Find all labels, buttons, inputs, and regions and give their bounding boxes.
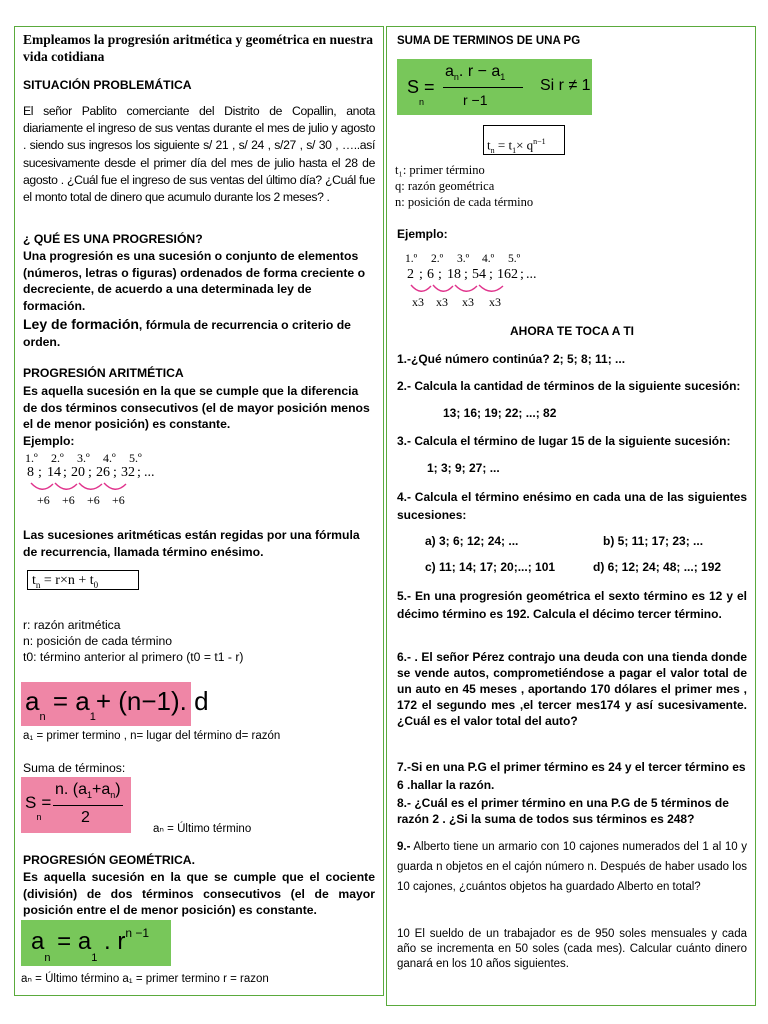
- an-pg-dot: . r: [103, 928, 126, 955]
- pa-pos-3: 3.º: [77, 451, 90, 465]
- suma-s: S: [25, 793, 37, 812]
- question-2: 2.- Calcula la cantidad de términos de la siguiente sucesión:: [397, 379, 741, 393]
- pg-step-1: x3: [412, 295, 424, 309]
- tn-lhs: t: [32, 573, 36, 588]
- pa-pos-5: 5.º: [129, 451, 142, 465]
- pg-var-t1: t₁: primer término: [395, 163, 485, 177]
- an-formula-pa: [21, 682, 209, 726]
- tn-formula: [27, 570, 139, 590]
- question-4b: b) 5; 11; 17; 23; ...: [603, 534, 704, 548]
- pa-step-3: +6: [87, 493, 100, 507]
- pg-step-2: x3: [436, 295, 448, 309]
- tpg-rhs: = t: [497, 137, 513, 153]
- tpg-lhs-sub: n: [490, 145, 495, 155]
- ley-formacion: [23, 316, 375, 350]
- an-pa-a: a: [25, 686, 40, 716]
- suma-eq: =: [41, 793, 52, 812]
- question-4d: d) 6; 12; 24; 48; ...; 192: [593, 560, 722, 574]
- an-formula-pg: [21, 920, 171, 966]
- pa-term-1: 8: [27, 465, 34, 480]
- spg-eq: =: [424, 77, 435, 97]
- question-3-seq: 1; 3; 9; 27; ...: [427, 461, 500, 475]
- question-9-text: Alberto tiene un armario con 10 cajones numerados del 1 al 10 y guarda n objetos en el cajón número n. Después de haber usado los 10 cajones, ¿cuántos objetos ha guardado Alberto en total?: [397, 841, 747, 893]
- tpg-exp: n−1: [533, 137, 546, 146]
- pg-step-4: x3: [489, 295, 501, 309]
- pg-var-q: q: razón geométrica: [395, 179, 495, 193]
- situacion-heading: SITUACIÓN PROBLEMÁTICA: [23, 78, 192, 92]
- spg-numer-subn: n: [453, 72, 459, 83]
- pa-term-3: 20: [71, 465, 85, 480]
- question-9-num: 9.-: [397, 841, 411, 853]
- question-10: 10 El sueldo de un trabajador es de 950 soles mensuales y cada año se incrementa en 50 soles (cada mes). Calcular cuánto dinero ganará en los 10 años siguientes.: [397, 928, 747, 970]
- situacion-text: El señor Pablito comerciante del Distrito de Copallin, anota diariamente el ingreso de sus ventas durante el mes de julio y agosto . siendo sus ingresos los siguiente s/ 21 , s/ 24 , s/27 , s/ 30 , …..así sucesivamente desde el primer día del mes de julio hasta el 28 de agosto . ¿Cuál fue el ingreso de sus ventas del último día? ¿Cuál fue el monto total de dinero que acumulo durante los 2 meses? .: [23, 104, 375, 205]
- pa-term-2: 14: [47, 465, 61, 480]
- pa-heading: PROGRESIÓN ARITMÉTICA: [23, 366, 184, 380]
- ley-rest: , fórmula de recurrencia o criterio de orden.: [23, 318, 351, 349]
- question-4c: c) 11; 14; 17; 20;...; 101: [425, 560, 556, 574]
- an-pg-a: a: [31, 928, 45, 955]
- spg-mid: . r − a: [458, 63, 501, 80]
- suma-close: ): [115, 781, 121, 798]
- question-2-seq: 13; 16; 19; 22; ...; 82: [443, 406, 557, 420]
- suma-numer: n. (a: [55, 781, 88, 798]
- que-text: Una progresión es una sucesión o conjunto de elementos (números, letras o figuras) ordenados de forma creciente o decreciente, de acuerdo a una determinada ley de formación.: [23, 249, 366, 313]
- pg-pos-1: 1.º: [405, 253, 418, 265]
- question-5: 5.- En una progresión geométrica el sexto término es 12 y el décimo término es 192. Calcula el décimo tercer término.: [397, 589, 747, 621]
- an-pa-eq: = a: [52, 686, 90, 716]
- right-column: [386, 26, 756, 1006]
- question-6: 6.- . El señor Pérez contrajo una deuda con una tienda donde se vende autos, comprometiéndose a pagar el valor total de un auto en 45 meses , aportando 170 dólares el primer mes , 172 el segundo mes ,el tercer mes174 y así sucesivamente. ¿Cuál es el valor total del auto?: [397, 650, 747, 728]
- pg-term-5: 162: [497, 267, 518, 282]
- pa-ejemplo-label: Ejemplo:: [23, 434, 75, 448]
- pa-pos-2: 2.º: [51, 451, 64, 465]
- pa-term-5: 32: [121, 465, 135, 480]
- pa-var-n: n: posición de cada término: [23, 634, 173, 648]
- an-pa-rest: + (n−1). d: [95, 686, 209, 716]
- pa-text: Es aquella sucesión en la que se cumple que la diferencia de dos términos consecutivos (el de mayor posición menos el de menor posición) es constante.: [23, 384, 370, 431]
- pg-step-3: x3: [462, 295, 474, 309]
- pg-ejemplo-label: Ejemplo:: [397, 227, 448, 241]
- pa-pos-4: 4.º: [103, 451, 116, 465]
- pa-regidas-text: Las sucesiones aritméticas están regidas por una fórmula de recurrencia, llamada término enésimo.: [23, 528, 360, 559]
- suma-pg-cond: Si r ≠ 1: [540, 77, 591, 94]
- pg-example: 1.º 2.º 3.º 4.º 5.º 2 ; 6 ; 18 ; 54 ; 162 ; ... x3 x3 x3 x3: [405, 253, 537, 309]
- suma-label: Suma de términos:: [23, 761, 126, 775]
- pa-var-t0: t0: término anterior al primero (t0 = t1 - r): [23, 650, 244, 664]
- tpg-rhs-sub: 1: [512, 145, 517, 155]
- left-column: [14, 26, 384, 996]
- pg-pos-4: 4.º: [482, 253, 495, 265]
- question-9: [397, 837, 747, 897]
- spg-numer-sub1: 1: [500, 72, 506, 83]
- pg-term-2: 6: [427, 267, 434, 282]
- tpg-lhs: t: [487, 137, 491, 153]
- an-pa-sub-n: n: [39, 711, 46, 723]
- pg-text: Es aquella sucesión en la que se cumple que el cociente (división) de dos términos consecutivos (el de mayor posición entre el de menor posición) es constante.: [23, 870, 375, 917]
- pg-term-3: 18: [447, 267, 461, 282]
- spg-numer: a: [445, 63, 454, 80]
- an-pg-exp: n −1: [125, 926, 150, 940]
- question-8: 8.- ¿Cuál es el primer término en una P.G de 5 términos de razón 2 . ¿Si la suma de todos sus términos es 248?: [397, 796, 729, 826]
- pg-term-1: 2: [407, 267, 414, 282]
- an-pg-eq: = a: [57, 928, 92, 955]
- suma-numer-subn: n: [110, 790, 116, 801]
- question-4a: a) 3; 6; 12; 24; ...: [425, 534, 519, 548]
- pa-pos-1: 1.º: [25, 451, 38, 465]
- pg-heading: PROGRESIÓN GEOMÉTRICA.: [23, 853, 195, 867]
- spg-sub-n: n: [419, 97, 425, 107]
- suma-sub-n: n: [36, 812, 42, 822]
- question-4: 4.- Calcula el término enésimo en cada una de las siguientes sucesiones:: [397, 490, 747, 522]
- an-legend-pa: a₁ = primer termino , n= lugar del término d= razón: [23, 730, 281, 742]
- tn-pg-formula: [483, 125, 565, 155]
- pg-legend: aₙ = Último término a₁ = primer termino r = razon: [21, 973, 269, 985]
- spg-s: S: [407, 77, 420, 97]
- ahora-heading: AHORA TE TOCA A TI: [510, 324, 634, 338]
- suma-plus: +a: [92, 781, 111, 798]
- pg-ellipsis: ...: [526, 267, 537, 282]
- question-7: 7.-Si en una P.G el primer término es 24 y el tercer término es 6 .hallar la razón.: [397, 760, 746, 792]
- que-heading: ¿ QUÉ ES UNA PROGRESIÓN?: [23, 232, 203, 246]
- an-pg-sub-1: 1: [91, 952, 98, 964]
- pg-pos-2: 2.º: [431, 253, 444, 265]
- pa-example: 1.º 2.º 3.º 4.º 5.º 8 ; 14 ; 20 ; 26 ; 32 ; ... +6 +6 +6 +6: [25, 451, 155, 507]
- question-1: 1.-¿Qué número continúa? 2; 5; 8; 11; ...: [397, 352, 626, 366]
- tn-lhs-sub: n: [35, 579, 41, 590]
- an-ultimo: aₙ = Último término: [153, 823, 252, 835]
- suma-formula-pa: [21, 777, 131, 833]
- pa-term-4: 26: [96, 465, 110, 480]
- pg-pos-5: 5.º: [508, 253, 521, 265]
- pa-step-4: +6: [112, 493, 125, 507]
- an-pg-sub-n: n: [44, 952, 51, 964]
- suma-denom: 2: [81, 809, 90, 826]
- pa-var-r: r: razón aritmética: [23, 618, 121, 632]
- question-3: 3.- Calcula el término de lugar 15 de la siguiente sucesión:: [397, 434, 731, 448]
- pa-ellipsis: ...: [144, 465, 155, 480]
- tn-rhs: = r×n + t: [43, 573, 94, 588]
- pg-var-n: n: posición de cada término: [395, 195, 534, 209]
- tpg-times: × q: [516, 137, 534, 153]
- pg-term-4: 54: [472, 267, 486, 282]
- an-pa-sub-1: 1: [89, 711, 96, 723]
- spg-denom: r −1: [463, 92, 488, 108]
- suma-numer-sub1: 1: [87, 790, 93, 801]
- pa-step-1: +6: [37, 493, 50, 507]
- suma-pg-heading: SUMA DE TERMINOS DE UNA PG: [397, 35, 581, 47]
- tn-rhs-sub: 0: [93, 579, 99, 590]
- pg-pos-3: 3.º: [457, 253, 470, 265]
- ley-bold: Ley de formación: [23, 316, 139, 332]
- pa-step-2: +6: [62, 493, 75, 507]
- page-title: Empleamos la progresión aritmética y geométrica en nuestra vida cotidiana: [23, 32, 374, 64]
